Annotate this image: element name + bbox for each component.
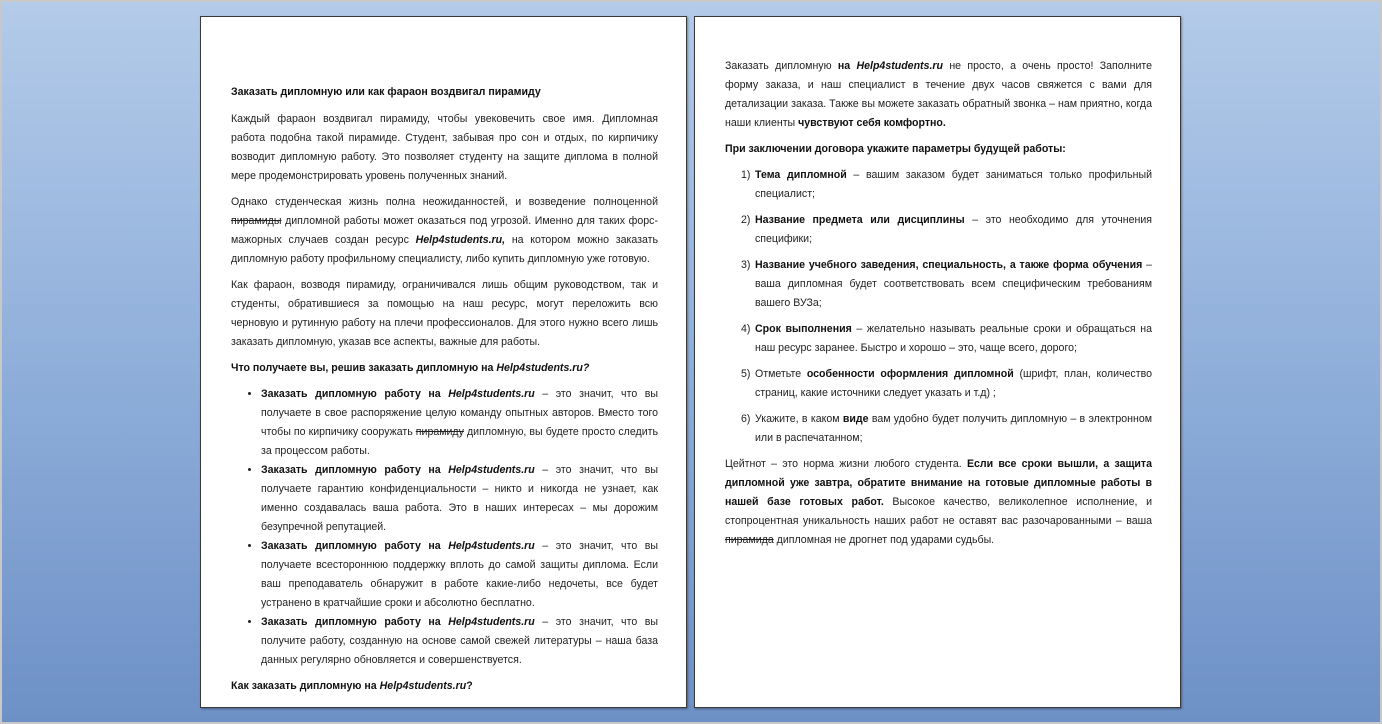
list-item	[741, 166, 1152, 204]
text-run: Как заказать дипломную на	[231, 680, 380, 692]
text-run: Заказать дипломную	[725, 60, 838, 72]
text-run: особенности оформления дипломной	[806, 368, 1014, 380]
text-run: – это значит, что вы получаете гарантию конфиденциальности – никто и никогда не узнает, как именно создавалась ваша работа. Это в наших интересах – мы дорожим безупречной репутацией.	[261, 464, 658, 533]
list-item	[741, 211, 1153, 249]
text-run: дипломную, вы будете просто следить за процессом работы.	[261, 426, 658, 457]
page-content	[231, 83, 658, 703]
list-number: 4)	[741, 323, 751, 335]
document-page-1[interactable]	[200, 16, 687, 708]
text-run: вам удобно будет получить дипломную – в электронном или в распечатанном;	[755, 413, 1152, 444]
document-heading	[231, 83, 658, 102]
site-link-text: Help4students.ru	[448, 464, 535, 476]
text-run: ?	[466, 680, 473, 692]
text-run: Название предмета или дисциплины	[755, 214, 965, 226]
list-item	[261, 461, 658, 537]
text-run: Заказать дипломную работу на	[261, 616, 449, 628]
text-run: Как фараон, возводя пирамиду, ограничивался лишь общим руководством, так и студенты, обратившиеся за помощью на наш ресурс, могут переложить всю черновую и рутинную работу на плечи профессионалов. Для этого нужно всего лишь заказать дипломную, указав все аспекты, важные для работы.	[231, 279, 658, 348]
strikethrough-text: пирамиду	[415, 426, 464, 438]
list-item	[261, 537, 658, 613]
text-run: Что получаете вы, решив заказать дипломную на	[231, 362, 497, 374]
text-run: на котором можно заказать дипломную работу профильному специалисту, либо купить дипломную уже готовую.	[231, 234, 659, 265]
text-run: (шрифт, план, количество страниц, какие источники следует указать и т.д) ;	[755, 368, 1152, 399]
site-link-text: Help4students.ru	[379, 680, 467, 692]
site-link-text: Help4students.ru	[856, 60, 943, 72]
text-run: Заказать дипломную работу на	[261, 464, 449, 476]
text-run: – это значит, что вы получаете в свое распоряжение целую команду опытных авторов. Вместо того чтобы по кирпичику сооружать	[261, 388, 658, 438]
strikethrough-text: пирамида	[725, 534, 774, 546]
text-run: Название учебного заведения, специальность, а также форма обучения	[755, 259, 1143, 271]
list-item	[741, 256, 1153, 313]
list-item	[741, 410, 1152, 448]
bullet-list	[231, 385, 658, 670]
list-item	[741, 365, 1152, 403]
text-run: – вашим заказом будет заниматься только профильный специалист;	[755, 169, 1152, 200]
text-run: – ваша дипломная будет соответствовать всем специфическим требованиям вашего ВУЗа;	[755, 259, 1153, 309]
document-page-2[interactable]	[694, 16, 1181, 708]
text-run: дипломной работы может оказаться под угрозой. Именно для таких форс-мажорных случаев создан ресурс	[231, 215, 658, 246]
paragraph	[231, 276, 658, 352]
text-run: дипломная не дрогнет под ударами судьбы.	[773, 534, 995, 546]
text-run: чувствуют себя комфортно.	[798, 117, 946, 129]
text-run: Отметьте	[755, 368, 807, 380]
site-link-text: Help4students.ru,	[415, 234, 506, 246]
list-number: 1)	[741, 169, 751, 181]
text-run: Высокое качество, великолепное исполнение, и стопроцентная уникальность наших работ не оставят вас разочарованными – ваша	[725, 496, 1153, 527]
paragraph	[725, 140, 1152, 159]
list-number: 5)	[741, 368, 751, 380]
text-run: Тема дипломной	[755, 169, 847, 181]
text-run: Укажите, в каком	[755, 413, 843, 425]
text-run: Каждый фараон воздвигал пирамиду, чтобы увековечить свое имя. Дипломная работа подобна такой пирамиде. Студент, забывая про сон и отдых, по кирпичику возводит дипломную работу. Это позволяет студенту на защите диплома в полной мере продемонстрировать уровень полученных знаний.	[231, 113, 658, 182]
site-link-text: Help4students.ru?	[496, 362, 590, 374]
list-number: 2)	[741, 214, 751, 226]
text-run: виде	[842, 413, 869, 425]
text-run: Если все сроки вышли, а защита дипломной уже завтра, обратите внимание на готовые дипломные работы в нашей базе готовых работ.	[725, 458, 1152, 508]
list-item	[261, 613, 658, 670]
text-run: Срок выполнения	[755, 323, 852, 335]
site-link-text: Help4students.ru	[448, 388, 535, 400]
text-run: – это необходимо для уточнения специфики;	[755, 214, 1153, 245]
text-run: Заказать дипломную работу на	[261, 388, 449, 400]
paragraph	[725, 57, 1152, 133]
text-run: – желательно называть реальные сроки и обращаться на наш ресурс заранее. Быстро и хорошо – это, чаще всего, дорого;	[755, 323, 1152, 354]
numbered-list	[725, 166, 1152, 448]
paragraph	[231, 193, 658, 269]
list-item	[261, 385, 658, 461]
text-run: – это значит, что вы получаете всестороннюю поддержку вплоть до самой защиты диплома. Если ваш преподаватель обнаружит в работе какие-либо недочеты, все будет устранено в кратчайшие сроки и абсолютно бесплатно.	[261, 540, 658, 609]
text-run: Цейтнот – это норма жизни любого студента.	[725, 458, 967, 470]
paragraph	[231, 110, 658, 186]
strikethrough-text: пирамиды	[231, 215, 282, 227]
text-run: Однако студенческая жизнь полна неожиданностей, и возведение полноценной	[231, 196, 658, 208]
site-link-text: Help4students.ru	[448, 616, 535, 628]
list-number: 3)	[741, 259, 751, 271]
paragraph	[725, 455, 1152, 550]
text-run: Заказать дипломную работу на	[261, 540, 449, 552]
page-content	[725, 57, 1152, 557]
site-link-text: Help4students.ru	[448, 540, 535, 552]
text-run: Заказать дипломную или как фараон воздвигал пирамиду	[231, 86, 541, 98]
text-run: – это значит, что вы получите работу, созданную на основе самой свежей литературы – наша база данных регулярно обновляется и совершенствуется.	[261, 616, 658, 666]
paragraph	[231, 677, 658, 696]
text-run: При заключении договора укажите параметры будущей работы:	[725, 143, 1066, 155]
text-run: на	[837, 60, 857, 72]
list-number: 6)	[741, 413, 751, 425]
text-run: не просто, а очень просто! Заполните форму заказа, и наш специалист в течение двух часов свяжется с вами для детализации заказа. Также вы можете заказать обратный звонка – нам приятно, когда наши клиенты	[725, 60, 1153, 129]
paragraph	[231, 359, 658, 378]
list-item	[741, 320, 1152, 358]
